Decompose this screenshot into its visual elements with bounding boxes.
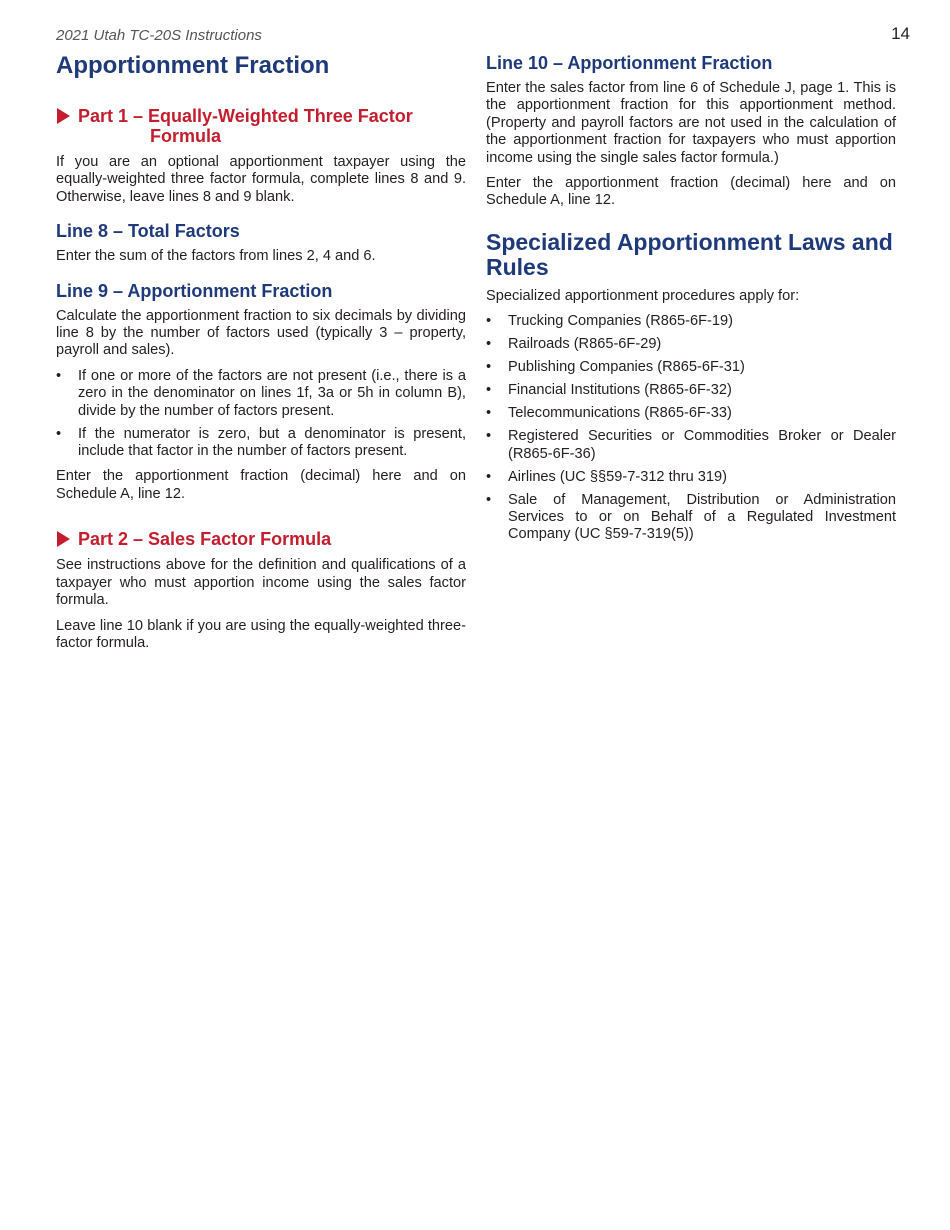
list-item: • Airlines (UC §§59-7-312 thru 319) xyxy=(486,468,728,485)
special-intro: Specialized apportionment procedures apply for: xyxy=(486,287,800,304)
list-item: • Trucking Companies (R865-6F-19) xyxy=(486,313,733,330)
line8-heading: Line 8 – Total Factors xyxy=(56,221,240,242)
line9-bullet-list xyxy=(56,368,466,461)
list-item: • Telecommunications (R865-6F-33) xyxy=(486,405,732,422)
list-item: • Sale of Management, Distribution or Administration Services to or on Behalf of a Regulated Investment Company (UC §59-7-319(5)) xyxy=(486,491,896,543)
bullet-icon: • xyxy=(486,359,492,376)
part2-heading: Part 2 – Sales Factor Formula xyxy=(56,529,466,549)
part1-heading xyxy=(56,106,466,146)
list-item: • Financial Institutions (R865-6F-32) xyxy=(486,382,732,399)
triangle-arrow-icon xyxy=(57,531,70,547)
line10-text: Enter the sales factor from line 6 of Schedule J, page 1. This is the apportionment fraction for this apportionment method. (Property and payroll factors are not used in the calculation of the apportionment fraction for taxpayers who must apportion income using the single sales factor formula.) xyxy=(486,80,896,166)
bullet-icon: • xyxy=(56,367,62,384)
part2-text-2: Leave line 10 blank if you are using the equally-weighted three-factor formula. xyxy=(56,617,466,651)
line9-text: Calculate the apportionment fraction to six decimals by dividing line 8 by the number of factors used (typically 3 – property, payroll and sales). xyxy=(56,307,466,359)
line8-text: Enter the sum of the factors from lines 2, 4 and 6. xyxy=(56,248,376,265)
page-title: Apportionment Fraction xyxy=(56,52,330,79)
special-bullet-list xyxy=(486,313,896,544)
running-header: 2021 Utah TC-20S Instructions xyxy=(56,27,262,44)
part1-heading-line1: Part 1 – Equally-Weighted Three Factor xyxy=(78,106,413,126)
left-column xyxy=(56,50,466,660)
list-item: • Registered Securities or Commodities Broker or Dealer (R865-6F-36) xyxy=(486,428,896,462)
bullet-icon: • xyxy=(486,313,492,330)
special-section-heading: Specialized Apportionment Laws and Rules xyxy=(486,228,893,280)
list-item: • If the numerator is zero, but a denominator is present, include that factor in the number of factors present. xyxy=(56,425,466,460)
line10-enter-text: Enter the apportionment fraction (decimal) here and on Schedule A, line 12. xyxy=(486,175,896,209)
part2-text: See instructions above for the definition and qualifications of a taxpayer who must apportion income using the sales factor formula. xyxy=(56,557,466,609)
bullet-icon: • xyxy=(486,428,492,445)
triangle-arrow-icon xyxy=(57,108,70,124)
list-item: • If one or more of the factors are not present (i.e., there is a zero in the denominator on lines 1f, 3a or 5h in column B), divide by the number of factors present. xyxy=(56,367,466,419)
line9-heading: Line 9 – Apportionment Fraction xyxy=(56,280,333,301)
bullet-icon: • xyxy=(486,382,492,399)
line10-heading: Line 10 – Apportionment Fraction xyxy=(486,53,773,73)
bullet-icon: • xyxy=(486,491,492,508)
line9-enter-text: Enter the apportionment fraction (decimal) here and on Schedule A, line 12. xyxy=(56,468,466,502)
right-column xyxy=(486,52,896,552)
bullet-icon: • xyxy=(486,405,492,422)
list-item: • Publishing Companies (R865-6F-31) xyxy=(486,359,745,376)
bullet-icon: • xyxy=(56,425,62,442)
list-item: • Railroads (R865-6F-29) xyxy=(486,336,662,353)
bullet-icon: • xyxy=(486,468,492,485)
bullet-icon: • xyxy=(486,336,492,353)
part1-heading-line2: Formula xyxy=(150,126,222,146)
part1-text: If you are an optional apportionment taxpayer using the equally-weighted three factor formula, complete lines 8 and 9. Otherwise, leave lines 8 and 9 blank. xyxy=(56,154,466,205)
page-number: 14 xyxy=(891,24,910,43)
